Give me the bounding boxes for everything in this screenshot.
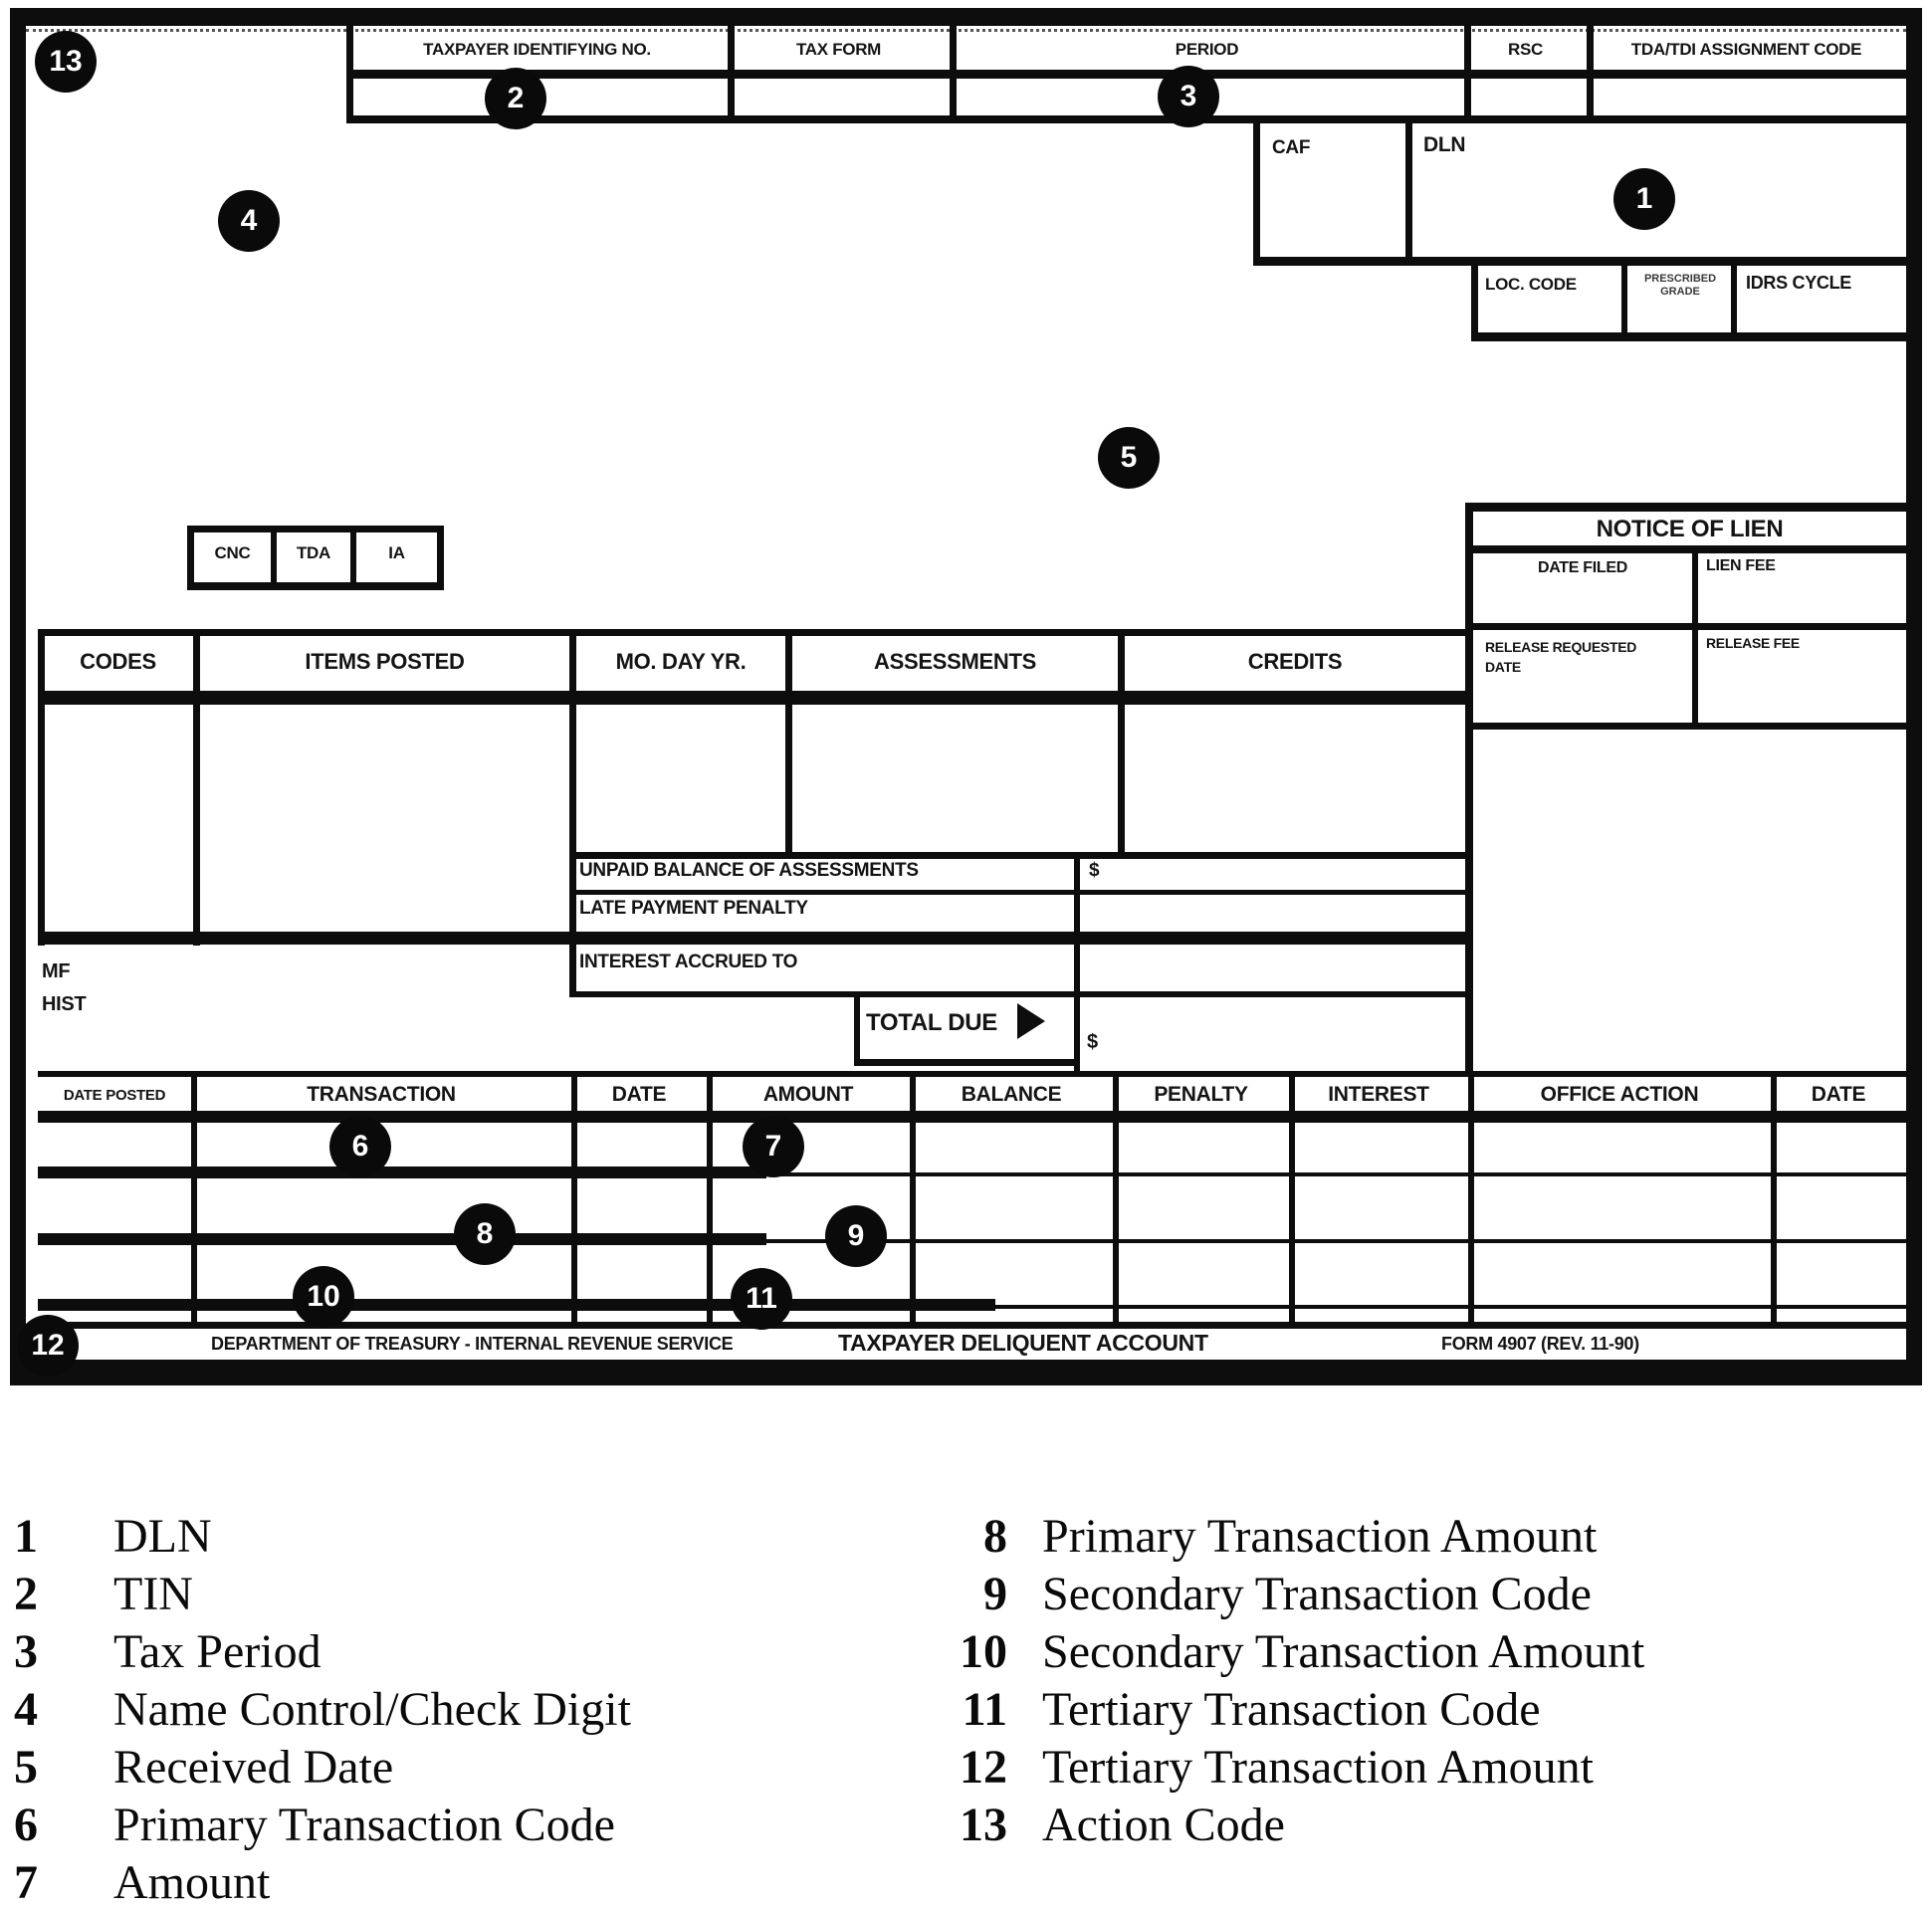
total-due-arrow-icon [1017,1003,1045,1039]
col-codes: CODES [80,649,156,674]
col-office-action: OFFICE ACTION [1540,1083,1699,1106]
footer-title: TAXPAYER DELIQUENT ACCOUNT [838,1330,1208,1356]
caf-box-left [1253,123,1260,265]
callout-number: 11 [746,1282,777,1315]
callout-number: 5 [1120,441,1138,474]
table2-vline [707,1071,713,1326]
nol-release-fee: RELEASE FEE [1706,635,1800,651]
callout-10-secondary-transaction-amount [293,1266,354,1328]
callout-6-primary-transaction-code [329,1116,391,1177]
callout-5-received-date [1098,427,1160,489]
col-credits: CREDITS [1247,649,1343,674]
legend-number: 5 [14,1741,38,1794]
legend-label: Secondary Transaction Amount [1042,1625,1645,1678]
table2-vline [1289,1071,1295,1326]
legend-label: DLN [113,1510,212,1563]
col-amount: AMOUNT [762,1083,854,1106]
callout-number: 3 [1180,80,1197,112]
form-border-left [10,8,26,1385]
callout-8-primary-transaction-amount [454,1203,516,1265]
nol-divider [1692,545,1698,727]
release-requested-line1: RELEASE REQUESTED [1485,639,1637,655]
legend-item-12 [933,1740,1594,1795]
legend-number: 8 [983,1510,1007,1563]
balance-line [569,890,1465,895]
table2-vline [1771,1071,1777,1326]
legend-item-2 [14,1567,193,1621]
table1-vline [1118,629,1125,856]
legend-number: 9 [983,1568,1007,1620]
footer-form-number: FORM 4907 (REV. 11-90) [1441,1334,1639,1354]
legend-item-5 [14,1740,393,1795]
callout-number: 8 [476,1217,494,1250]
header-bottomline [346,115,1906,123]
table2-vline [1468,1071,1474,1326]
col-items-posted: ITEMS POSTED [305,649,465,674]
nol-date-filed: DATE FILED [1537,559,1628,576]
status-box-left [187,526,194,590]
table1-vline [785,629,792,856]
callout-11-tertiary-transaction-code [731,1268,792,1330]
callout-number: 1 [1635,182,1653,215]
callout-7-amount [743,1116,804,1177]
col-assessments: ASSESSMENTS [874,649,1036,674]
col-date-posted: DATE POSTED [63,1087,166,1104]
callout-number: 13 [49,45,83,78]
loc-row-divider [1621,261,1627,338]
nol-release-requested [1485,637,1636,677]
scan-dotted-line [26,29,1906,32]
prescribed-grade-label [1632,273,1728,299]
callout-number: 6 [351,1130,369,1163]
balance-top [569,852,1465,859]
table2-vline [191,1071,197,1326]
callout-3-tax-period [1158,66,1219,127]
heavy-strike-line [38,1167,766,1178]
total-due-bottom [854,1059,1080,1066]
callout-13-action-code [35,31,97,93]
callout-number: 10 [307,1280,340,1313]
form-border-right [1906,8,1922,1385]
caf-label: CAF [1272,137,1311,158]
legend-number: 2 [14,1568,38,1620]
unpaid-dollar-sign: $ [1089,860,1100,881]
loc-row-divider [1731,261,1737,338]
callout-number: 9 [847,1219,865,1252]
legend-item-11 [933,1682,1541,1737]
legend-label: Amount [113,1856,271,1909]
callout-4-name-control [218,190,280,252]
legend-number: 4 [14,1683,38,1736]
callout-1-dln [1613,168,1675,230]
interest-accrued-label: INTEREST ACCRUED TO [579,952,798,972]
callout-9-secondary-transaction-code [825,1205,887,1267]
legend-label: Tertiary Transaction Code [1042,1683,1541,1736]
legend-label: Primary Transaction Amount [1042,1510,1598,1563]
legend-item-9 [933,1567,1592,1621]
col-penalty: PENALTY [1154,1083,1248,1106]
col-date-last: DATE [1811,1083,1866,1106]
callout-number: 2 [507,82,525,114]
legend-number: 13 [960,1799,1007,1851]
legend-number: 1 [14,1510,38,1563]
legend-label: Action Code [1042,1799,1285,1851]
col-interest: INTEREST [1328,1083,1429,1106]
table2-vline [1113,1071,1119,1326]
status-box-top [187,526,444,532]
table1-top [38,629,1465,636]
col-period: PERIOD [1175,40,1239,59]
mf-hist-label [42,955,86,1021]
total-due-dollar-sign: $ [1087,1031,1098,1053]
hist-line: HIST [42,993,87,1015]
nol-top [1465,503,1906,512]
unpaid-balance-label: UNPAID BALANCE OF ASSESSMENTS [579,860,919,881]
legend-number: 7 [14,1856,38,1909]
legend-label: Primary Transaction Code [113,1799,615,1851]
callout-number: 4 [240,204,258,237]
legend-item-1 [14,1509,212,1564]
caf-dln-divider [1405,123,1412,265]
legend-item-4 [14,1682,631,1737]
nol-lien-fee: LIEN FEE [1706,557,1776,574]
col-transaction: TRANSACTION [307,1083,456,1106]
footer-department: DEPARTMENT OF TREASURY - INTERNAL REVENUE SERVICE [211,1334,734,1354]
dln-label: DLN [1423,133,1466,156]
col-mo-day-yr: MO. DAY YR. [615,649,747,674]
idrs-cycle-label: IDRS CYCLE [1746,273,1852,293]
nol-left [1465,503,1473,1073]
col-balance: BALANCE [961,1083,1062,1106]
legend-label: TIN [113,1568,193,1620]
nol-title: NOTICE OF LIEN [1596,516,1784,542]
col-tda-tdi-assignment-code: TDA/TDI ASSIGNMENT CODE [1630,40,1862,59]
heavy-strike-line [38,1299,995,1311]
col-date: DATE [611,1083,667,1106]
col-taxpayer-identifying-no: TAXPAYER IDENTIFYING NO. [423,40,651,59]
legend-item-13 [933,1798,1285,1852]
heavy-strike-line [38,1233,766,1245]
legend-label: Name Control/Check Digit [113,1683,631,1736]
header-underline [346,70,1906,79]
legend-item-10 [933,1624,1644,1679]
late-payment-penalty-label: LATE PAYMENT PENALTY [579,898,808,919]
table1-vline [38,629,45,946]
cnc-label: CNC [214,543,251,562]
prescribed-grade-line1: PRESCRIBED [1643,273,1717,285]
nol-title-underline [1465,545,1906,553]
loc-row-bottom [1471,332,1906,341]
callout-12-tertiary-transaction-amount [17,1315,79,1377]
legend-item-8 [933,1509,1597,1564]
callout-2-tin [485,68,546,129]
legend-label: Tax Period [113,1625,322,1678]
table2-vline [571,1071,577,1326]
status-box-right [437,526,444,590]
nol-release-bottom [1465,723,1906,730]
balance-value-divider [1074,852,1080,1073]
tda-label: TDA [296,543,331,562]
mf-line: MF [42,960,71,982]
legend-number: 6 [14,1799,38,1851]
legend-label: Secondary Transaction Code [1042,1568,1592,1620]
legend-item-3 [14,1624,322,1679]
col-rsc: RSC [1508,40,1543,59]
caf-dln-bottom [1253,257,1906,266]
total-due-left [854,991,860,1065]
table1-vline [193,629,200,946]
legend-number: 10 [960,1625,1007,1678]
callout-number: 7 [764,1130,782,1163]
ia-label: IA [388,543,405,562]
loc-row-left [1471,261,1478,338]
legend-label: Received Date [113,1741,394,1794]
legend-label: Tertiary Transaction Amount [1042,1741,1594,1794]
nol-row-line [1465,623,1906,630]
prescribed-grade-line2: GRADE [1660,286,1700,298]
legend-number: 12 [960,1741,1007,1794]
legend-number: 3 [14,1625,38,1678]
release-requested-line2: DATE [1485,659,1521,675]
status-box-bottom [187,582,444,590]
form-border-top [10,8,1922,26]
callout-number: 12 [31,1329,65,1362]
col-tax-form: TAX FORM [795,40,882,59]
table2-header-underline [38,1111,1906,1123]
form-border-bottom [10,1360,1922,1385]
table2-vline [910,1071,916,1326]
balance-thick-line [38,932,1465,945]
legend-item-7 [14,1855,270,1910]
legend-item-6 [14,1798,615,1852]
table1-header-underline [38,691,1465,705]
legend-number: 11 [962,1683,1007,1736]
loc-code-label: LOC. CODE [1485,275,1577,294]
balance-line [569,991,1465,997]
total-due-label: TOTAL DUE [866,1009,997,1036]
table2-top [38,1071,1906,1077]
